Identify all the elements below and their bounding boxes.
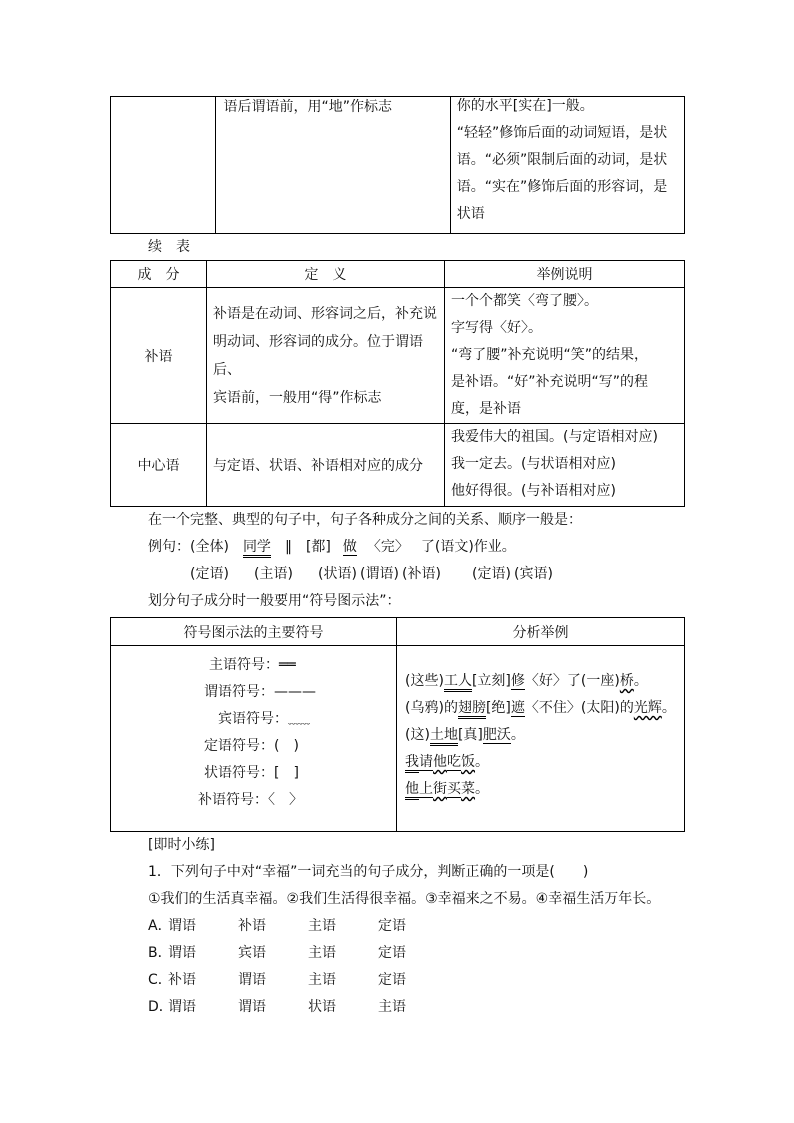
analysis-line: (乌鸦)的翅膀[绝]遮〈不住〉(太阳)的光辉。 [405, 695, 684, 722]
definition-line: 与定语、状语、补语相对应的成分 [213, 458, 423, 474]
row-name-head: 中心语 [111, 424, 207, 507]
analysis-line: (这)土地[真]肥沃。 [405, 722, 684, 749]
example-attr: (全体) [190, 539, 229, 555]
example-predicate: 做 [342, 539, 357, 555]
row-definition-head [207, 424, 445, 507]
label-object: (宾语) [514, 566, 553, 582]
top-table-line: 语。“必须”限制后面的动词，是状 [456, 152, 668, 168]
top-table-col2 [215, 97, 450, 234]
paragraph-symbol-method: 划分句子成分时一般要用“符号图示法”： [148, 593, 401, 609]
example-line: 他好得很。(与补语相对应) [451, 483, 616, 499]
definition-line: 补语是在动词、形容词之后，补充说 [213, 305, 437, 322]
symbol-complement: 补语符号：〈 〉 [198, 792, 303, 808]
practice-title: [即时小练] [148, 837, 215, 853]
example-line: 我爱伟大的祖国。(与定语相对应) [451, 429, 658, 445]
practice-question: 1．下列句子中对“幸福”一词充当的句子成分，判断正确的一项是( ) [148, 864, 589, 880]
label-adverbial: (状语) [318, 566, 357, 582]
example-line: 字写得〈好〉。 [451, 320, 542, 336]
example-complement: 〈完〉 [366, 539, 409, 555]
analysis-line: 他上街买菜。 [405, 776, 684, 803]
row-examples-complement [445, 288, 685, 424]
symbol-predicate: 谓语符号：——— [204, 684, 316, 700]
header-definition: 定 义 [207, 261, 445, 288]
example-line: 度，是补语 [451, 401, 521, 417]
header-symbols: 符号图示法的主要符号 [111, 618, 397, 646]
label-attributive: (定语) [190, 566, 229, 582]
continued-label: 续 表 [148, 239, 190, 255]
top-table-mid-text: 语后谓语前，用“地”作标志 [223, 99, 393, 115]
top-table-line: 语。“实在”修饰后面的形容词，是 [456, 179, 668, 195]
analysis-line: 我请他吃饭。 [405, 749, 684, 776]
row-name-complement: 补语 [111, 288, 207, 424]
header-analysis: 分析举例 [397, 618, 685, 646]
top-table-line: 你的水平[实在]一般。 [456, 98, 594, 114]
example-adverbial: [都] [305, 539, 331, 555]
top-table-line: 状语 [456, 206, 485, 222]
top-table-col1 [111, 97, 216, 234]
analysis-line: (这些)工人[立刻]修〈好〉了(一座)桥。 [405, 668, 684, 695]
header-component: 成 分 [111, 261, 207, 288]
top-table [110, 96, 685, 234]
row-definition-complement [207, 288, 445, 424]
label-subject: (主语) [254, 566, 293, 582]
header-example: 举例说明 [445, 261, 685, 288]
example-prefix: 例句： [148, 539, 190, 555]
symbol-table [110, 617, 685, 832]
paragraph-order: 在一个完整、典型的句子中，句子各种成分之间的关系、顺序一般是： [148, 512, 582, 528]
definition-line: 明动词、形容词的成分。位于谓语后、 [213, 333, 423, 378]
component-table [110, 260, 685, 507]
example-line: “弯了腰”补充说明“笑”的结果， [451, 347, 649, 363]
example-sentence [148, 536, 516, 556]
example-labels [0, 563, 794, 583]
symbol-subject: 主语符号：══ [209, 657, 296, 673]
label-attributive-2: (定语) [472, 566, 511, 582]
label-complement: (补语) [402, 566, 441, 582]
example-line: 一个个都笑〈弯了腰〉。 [451, 293, 598, 309]
practice-sentences: ①我们的生活真幸福。②我们生活得很幸福。③幸福来之不易。④幸福生活万年长。 [148, 891, 661, 907]
symbol-adverbial: 状语符号：[ ] [204, 765, 299, 781]
example-subject: 同学 [243, 539, 271, 558]
analysis-examples [397, 646, 685, 832]
top-table-line: “轻轻”修饰后面的动词短语，是状 [456, 125, 668, 141]
symbol-object: 宾语符号：﹏﹏ [218, 711, 310, 727]
top-table-col3 [450, 97, 684, 234]
symbol-attributive: 定语符号：( ) [204, 738, 299, 754]
label-predicate: (谓语) [360, 566, 399, 582]
definition-line: 宾语前，一般用“得”作标志 [213, 389, 382, 406]
row-examples-head [445, 424, 685, 507]
example-line: 我一定去。(与状语相对应) [451, 456, 616, 472]
practice-options: A． 谓语 补语 主语 定语 B． 谓语 宾语 主语 定语 C． 补语 谓语 主语 定语 D． 谓语 谓语 状语 主语 [148, 918, 406, 1015]
example-rest: 了(语文)作业。 [420, 539, 516, 555]
example-line: 是补语。“好”补充说明“写”的程 [451, 374, 649, 390]
symbol-list [111, 646, 397, 832]
example-divider: ‖ [284, 539, 292, 555]
